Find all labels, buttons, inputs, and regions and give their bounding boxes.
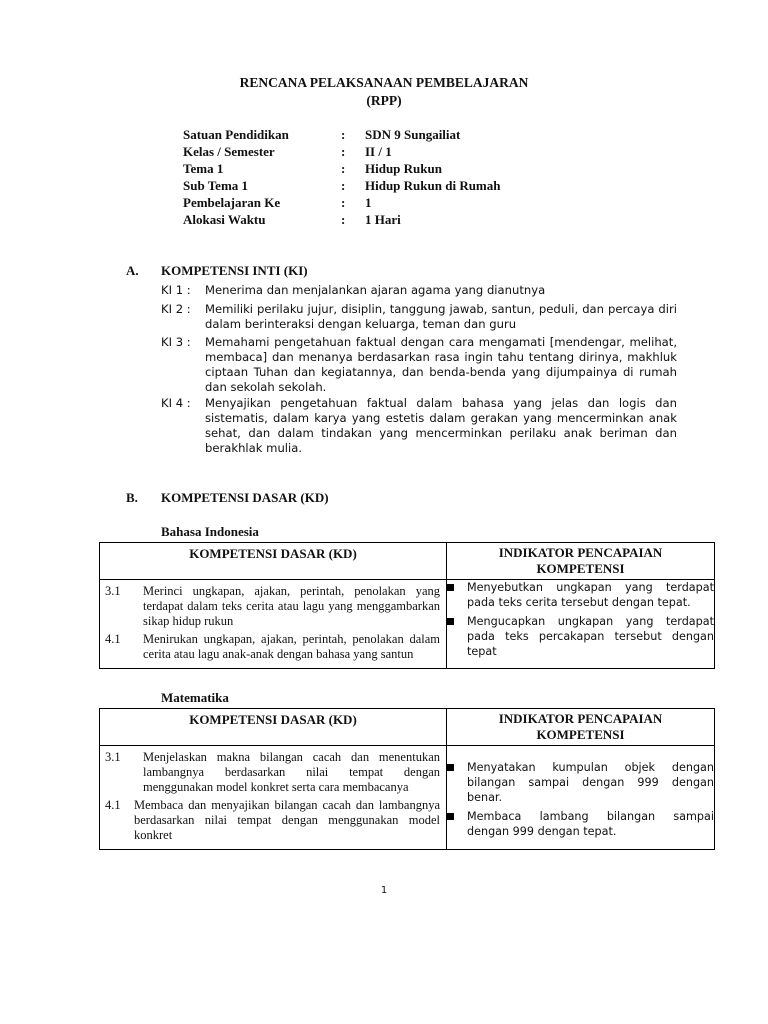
ki-label: KI 1 :: [161, 283, 191, 297]
identity-value: Hidup Rukun: [365, 161, 442, 176]
ki-text: Memahami pengetahuan faktual dengan cara mengamati [mendengar, melihat, membaca] dan menanya berdasarkan rasa ingin tahu tentang dirinya, makhluk ciptaan Tuhan dan kegiatannya, dan benda-benda yang dijumpainya di rumah dan sekolah sekolah.: [205, 335, 677, 394]
page-number: 1: [380, 885, 388, 896]
subject-title: Matematika: [161, 690, 229, 705]
kd-cell: [100, 746, 447, 850]
identity-colon: :: [341, 161, 346, 176]
kd-text: Merinci ungkapan, ajakan, perintah, penolakan yang terdapat dalam teks cerita atau lagu yang menggambarkan sikap hidup rukun: [143, 584, 440, 628]
kd-table-matematika: [99, 708, 715, 850]
identity-label: Tema 1: [183, 161, 224, 176]
table-row: [100, 580, 715, 669]
identity-label: Alokasi Waktu: [183, 212, 266, 227]
indicator-cell: [447, 746, 715, 850]
table-header-row: [100, 709, 715, 746]
identity-label: Satuan Pendidikan: [183, 127, 289, 142]
kd-item: [105, 798, 440, 843]
identity-colon: :: [341, 144, 346, 159]
identity-colon: :: [341, 127, 346, 142]
ki-item: [161, 335, 677, 395]
identity-label: Kelas / Semester: [183, 144, 275, 159]
table-row: [100, 746, 715, 850]
bullet-square-icon: [447, 584, 454, 591]
section-number: B.: [126, 490, 138, 505]
section-number: A.: [126, 263, 139, 278]
identity-value: SDN 9 Sungailiat: [365, 127, 461, 142]
identity-colon: :: [341, 212, 346, 227]
kd-column-header: KOMPETENSI DASAR (KD): [100, 543, 447, 580]
identity-value: 1: [365, 195, 372, 210]
indicator-item: [447, 809, 714, 839]
indicator-item: [447, 614, 714, 659]
indicator-item: [447, 760, 714, 805]
ki-item: [161, 302, 677, 332]
kd-item: [105, 750, 440, 795]
kd-number: 3.1: [105, 750, 121, 764]
ki-label: KI 3 :: [161, 335, 191, 349]
ki-text: Memiliki perilaku jujur, disiplin, tanggung jawab, santun, peduli, dan percaya diri dalam berinteraksi dengan keluarga, teman dan guru: [205, 302, 677, 331]
kd-item: [105, 632, 440, 662]
section-title: KOMPETENSI DASAR (KD): [161, 490, 329, 505]
identity-value: Hidup Rukun di Rumah: [365, 178, 501, 193]
bullet-square-icon: [447, 764, 454, 771]
indicator-cell: [447, 580, 715, 669]
section-title: KOMPETENSI INTI (KI): [161, 263, 308, 278]
kd-cell: [100, 580, 447, 669]
subject-title: Bahasa Indonesia: [161, 524, 259, 539]
ki-label: KI 2 :: [161, 302, 191, 316]
bullet-square-icon: [447, 618, 454, 625]
ki-item: [161, 283, 677, 298]
identity-colon: :: [341, 195, 346, 210]
indicator-text: Menyebutkan ungkapan yang terdapat pada teks cerita tersebut dengan tepat.: [467, 581, 714, 609]
kd-item: [105, 584, 440, 629]
identity-value: II / 1: [365, 144, 392, 159]
ki-text: Menerima dan menjalankan ajaran agama yang dianutnya: [205, 283, 546, 297]
indicator-column-header: INDIKATOR PENCAPAIAN KOMPETENSI: [447, 709, 715, 746]
identity-label: Pembelajaran Ke: [183, 195, 281, 210]
indicator-text: Mengucapkan ungkapan yang terdapat pada teks percakapan tersebut dengan tepat: [467, 615, 714, 658]
ki-label: KI 4 :: [161, 396, 191, 410]
identity-label: Sub Tema 1: [183, 178, 249, 193]
ki-item: [161, 396, 677, 456]
indicator-item: [447, 580, 714, 610]
indicator-column-header: INDIKATOR PENCAPAIAN KOMPETENSI: [447, 543, 715, 580]
kd-table-bahasa-indonesia: [99, 542, 715, 669]
kd-text: Menirukan ungkapan, ajakan, perintah, penolakan dalam cerita atau lagu anak-anak dengan bahasa yang santun: [143, 632, 440, 661]
kd-column-header: KOMPETENSI DASAR (KD): [100, 709, 447, 746]
indicator-text: Menyatakan kumpulan objek dengan bilangan sampai dengan 999 dengan benar.: [467, 761, 714, 804]
document-title: RENCANA PELAKSANAAN PEMBELAJARAN: [239, 75, 529, 90]
table-header-row: [100, 543, 715, 580]
kd-number: 4.1: [105, 632, 121, 646]
identity-colon: :: [341, 178, 346, 193]
kd-text: Menjelaskan makna bilangan cacah dan menentukan lambangnya berdasarkan nilai tempat dengan menggunakan model konkret serta cara membacanya: [143, 750, 440, 794]
kd-number: 4.1: [105, 798, 121, 812]
kd-text: Membaca dan menyajikan bilangan cacah dan lambangnya berdasarkan nilai tempat dengan menggunakan model konkret: [134, 798, 440, 842]
document-subtitle: (RPP): [366, 93, 402, 108]
kd-number: 3.1: [105, 584, 121, 598]
identity-value: 1 Hari: [365, 212, 401, 227]
indicator-text: Membaca lambang bilangan sampai dengan 999 dengan tepat.: [467, 810, 714, 838]
ki-text: Menyajikan pengetahuan faktual dalam bahasa yang jelas dan logis dan sistematis, dalam karya yang estetis dalam gerakan yang mencerminkan anak sehat, dan dalam tindakan yang mencerminkan perilaku anak beriman dan berakhlak mulia.: [205, 396, 677, 455]
bullet-square-icon: [447, 813, 454, 820]
